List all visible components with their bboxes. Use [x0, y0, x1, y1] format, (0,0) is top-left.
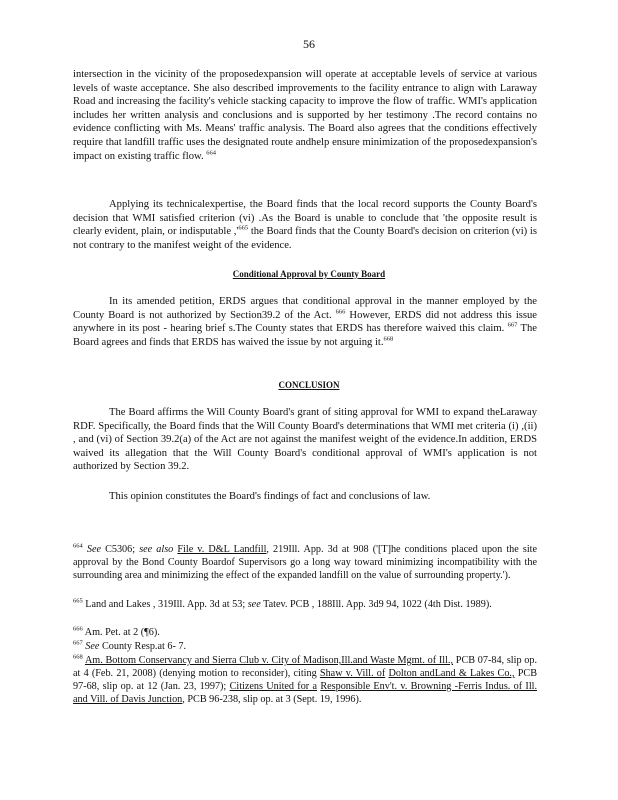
paragraph-text: In its amended petition, ERDS argues that conditional approval in the manner employed by the County Board is not authorized by Section39.2 of the Act.: [73, 296, 537, 321]
case-name: File v. D&L Landfill: [177, 544, 267, 555]
footnote-ref: 664: [206, 149, 217, 157]
paragraph-closing: This opinion constitutes the Board's findings of fact and conclusions of law.: [109, 491, 431, 502]
case-name: Shaw v. Vill. of: [319, 668, 386, 679]
paragraph-text: Applying its technicalexpertise, the Board finds that the local record supports the County Board's decision that WMI satisfied criterion (vi) .As the Board is unable to conclude that 'the opposite result is clearly evident, plain, or indisputable ,': [73, 199, 537, 238]
footnote-668: $^{668}$ Am. Bottom Conservancy and Sierra Club v. City of Madison,Ill.and Waste Mgmt. of Ill., PCB 07-84, slip op. at 4 (Feb. 21, 2008) (denying motion to reconsider), citing Shaw v. Vill. of Dolton andLand & Lakes Co., PCB 97-68, slip op. at 12 (Jan. 23, 1997); Citizens United for a Responsible Env't. v. Browning -Ferris Indus. of Ill. and Vill. of Davis Junction, PCB 96-238, slip op. at 3 (Sept. 19, 1996).: [73, 653, 538, 705]
paragraph-conclusion: The Board affirms the Will County Board's grant of siting approval for WMI to expand theLaraway RDF. Specifically, the Board finds that the Will County Board's determinations that WMI met criteria (i) ,(ii) , and (vi) of Section 39.2(a) of the Act are not against the manifest weight of the evidence.In addition, ERDS waived its allegation that the Will County Board's conditional approval of WMI's application is not authorized by Section 39.2.: [73, 407, 537, 473]
footnote-number: 666: [73, 625, 83, 633]
footnote-number: 665: [73, 597, 83, 605]
footnote-number: 668: [73, 653, 83, 661]
signal-see: See: [85, 641, 100, 652]
page-number: 56: [303, 37, 315, 51]
footnote-664: $^{664}$ See C5306; see also File v. D&L Landfill, 219Ill. App. 3d at 908 ('[T]he conditions placed upon the site approval by the Bond County Boardof Supervisors go a long way toward minimizing incompatibility with the surrounding area and minimizing the effect of the expanded landfill on the value of surrounding property.').: [73, 542, 538, 581]
footnote-ref: 666: [335, 308, 346, 316]
footnote-ref: 667: [507, 321, 518, 329]
paragraph-text: intersection in the vicinity of the proposedexpansion will operate at acceptable levels of service at various levels of waste acceptance. She also described improvements to the facility entrance to align with Laraway Road and increasing the facility's vehicle stacking capacity to improve the flow of traffic. WMI's application includes her written analysis and conclusions and is supported by her testimony .The record contains no evidence conflicting with Ms. Means' traffic analysis. The Board also agrees that the conditions effectively require that landfill traffic uses the designated route andhelp ensure minimization of the proposedexpansion's impact on existing traffic flow.: [73, 69, 537, 162]
footnote-ref: 668: [383, 335, 394, 343]
footnote-667: $^{667}$ See County Resp.at 6- 7.: [73, 639, 187, 652]
section-heading-conditional-approval: Conditional Approval by County Board: [232, 269, 386, 279]
case-name: Dolton andLand & Lakes Co.,: [388, 668, 515, 679]
case-name: Responsible Env't. v. Browning -Ferris Indus. of Ill. and Vill. of Davis Junction: [73, 681, 538, 705]
paragraph-criterion-vi: [73, 198, 537, 252]
signal-see: See: [86, 544, 101, 555]
signal-see-also: see also: [139, 544, 174, 555]
paragraph-traffic-analysis: [73, 68, 537, 163]
section-heading-conclusion: CONCLUSION: [278, 380, 340, 390]
case-name: Am. Bottom Conservancy and Sierra Club v. City of Madison,Ill.and Waste Mgmt. of Ill.,: [84, 655, 454, 666]
signal-see: see: [247, 599, 261, 610]
footnote-number: 667: [73, 639, 83, 647]
paragraph-text: However, ERDS did not address this issue anywhere in its post - hearing brief s.The County states that ERDS has therefore waived this claim.: [73, 309, 538, 335]
footnote-666: $^{666}$ Am. Pet. at 2 (¶6).: [73, 625, 160, 638]
case-name: Citizens United for a: [229, 681, 318, 692]
footnote-ref: 665: [238, 224, 249, 232]
paragraph-conditional-approval: [73, 295, 537, 349]
footnote-665: $^{665}$ Land and Lakes , 319Ill. App. 3d at 53; see Tatev. PCB , 188Ill. App. 3d9 94, 1022 (4th Dist. 1989).: [73, 597, 492, 610]
paragraph-text: the Board finds that the County Board's decision on criterion (vi) is not contrary to the manifest weight of the evidence.: [73, 226, 537, 251]
footnote-number: 664: [73, 542, 83, 550]
paragraph-text: The Board agrees and finds that ERDS has waived the issue by not arguing it.: [73, 323, 537, 348]
